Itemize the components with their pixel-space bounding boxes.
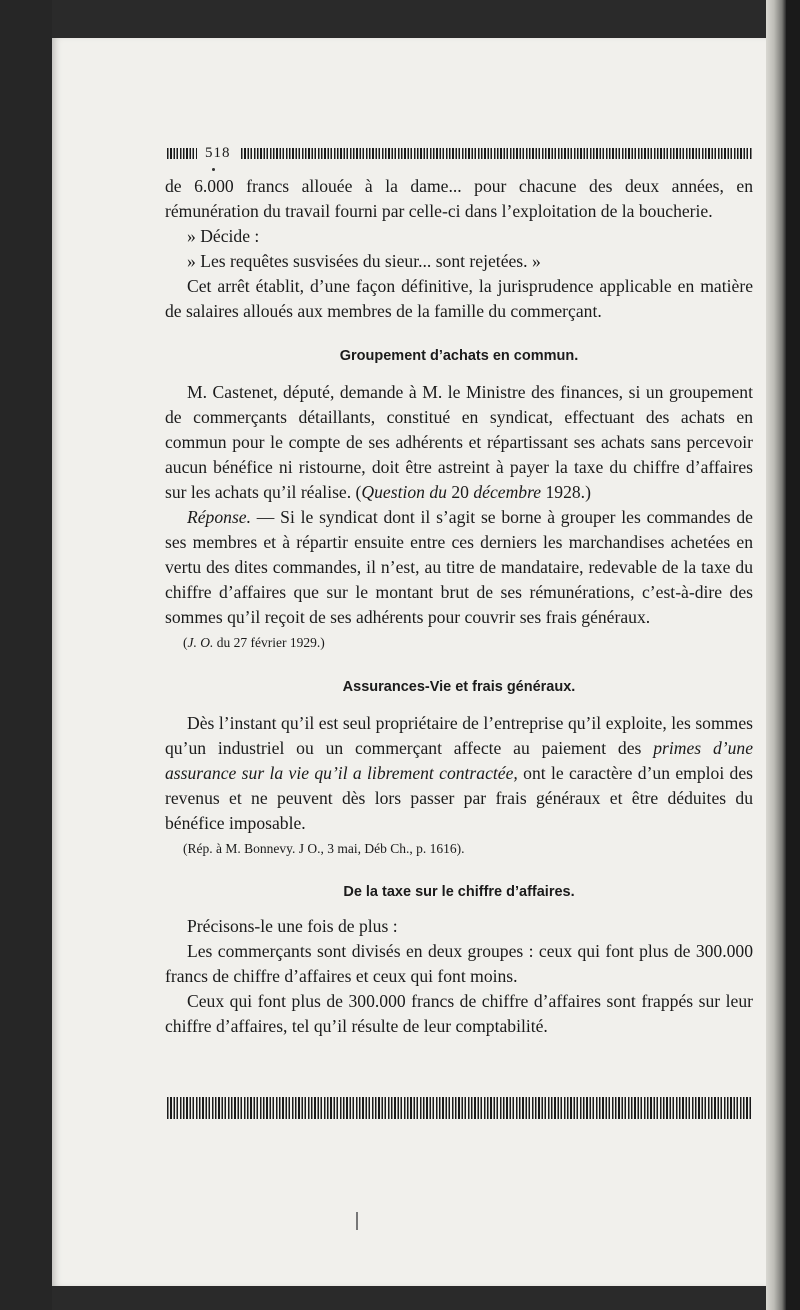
section-title-assurances: Assurances-Vie et frais généraux. bbox=[342, 679, 576, 695]
paragraph: Les commerçants sont divisés en deux groupes : ceux qui font plus de 300.000 francs de chiffre d’affaires et ceux qui font moins. bbox=[165, 941, 753, 986]
question-ref-month: décembre bbox=[473, 482, 542, 502]
page-number: 518 bbox=[205, 144, 231, 161]
running-header bbox=[167, 143, 752, 163]
response-label: Réponse. bbox=[187, 507, 252, 527]
citation-date: du 27 février 1929.) bbox=[216, 635, 325, 650]
paragraph: » Les requêtes susvisées du sieur... sont rejetées. » bbox=[187, 251, 541, 271]
response-paragraph bbox=[165, 505, 753, 630]
section-title-groupement: Groupement d’achats en commun. bbox=[339, 348, 579, 364]
page-body bbox=[165, 174, 753, 1039]
ink-mark bbox=[356, 1212, 358, 1230]
citation-bonnevy: (Rép. à M. Bonnevy. J O., 3 mai, Déb Ch., p. 1616). bbox=[183, 841, 465, 856]
paragraph: Précisons-le une fois de plus : bbox=[187, 916, 398, 936]
citation-jo: (J. O. du 27 février 1929.) bbox=[183, 635, 325, 650]
question-ref-day: 20 bbox=[451, 482, 469, 502]
question-text: M. Castenet, député, demande à M. le Ministre des finances, si un groupement de commerçants détaillants, constitué en syndicat, effectuant des achats en commun pour le compte de ses adhérents et répartissant ses achats sans percevoir aucun bénéfice ni ristourne, doit être astreint à payer la taxe du chiffre d’affaires sur les achats qu’il réalise. bbox=[165, 382, 753, 502]
paragraph: de 6.000 francs allouée à la dame... pour chacune des deux années, en rémunération du travail fourni par celle-ci dans l’exploitation de la boucherie. bbox=[165, 176, 753, 221]
section-title-taxe: De la taxe sur le chiffre d’affaires. bbox=[343, 884, 575, 900]
assurance-text-italic: primes d’une assurance sur la vie qu’il a librement contractée, bbox=[165, 738, 754, 783]
question-ref-year: 1928.) bbox=[545, 482, 591, 502]
header-ornament-right bbox=[241, 148, 753, 159]
assurance-text-a: Dès l’instant qu’il est seul propriétaire de l’entreprise qu’il exploite, les sommes qu’un industriel ou un commerçant affecte au paiement des bbox=[165, 713, 753, 758]
response-text: — Si le syndicat dont il s’agit se borne à grouper les commandes de ses membres et à répartir ensuite entre ces derniers les marchandises achetées en vertu des dites commandes, il n’est, au titre de mandataire, redevable de la taxe du chiffre d’affaires que sur le montant brut de ses rémunérations, c’est-à-dire des sommes qu’il reçoit de ses adhérents pour couvrir ses frais généraux. bbox=[165, 507, 753, 627]
question-paragraph: M. Castenet, député, demande à M. le Ministre des finances, si un groupement de commerçants détaillants, constitué en syndicat, effectuant des achats en commun pour le compte de ses adhérents et répartissant ses achats sans percevoir aucun bénéfice ni ristourne, doit être astreint à payer la taxe du chiffre d’affaires sur les achats qu’il réalise. (Question du 20 décembre 1928.) bbox=[165, 382, 753, 502]
scan-background-right bbox=[786, 0, 800, 1310]
header-ornament-left bbox=[167, 148, 197, 159]
assurance-text-b: ont le caractère d’un emploi des revenus et ne peuvent dès lors passer par frais généraux et être déduites du bénéfice imposable. bbox=[165, 763, 754, 833]
footer-ornament bbox=[167, 1097, 752, 1119]
ink-speck bbox=[212, 168, 215, 171]
paragraph: Cet arrêt établit, d’une façon définitive, la jurisprudence applicable en matière de salaires alloués aux membres de la famille du commerçant. bbox=[165, 276, 753, 321]
question-ref-label: Question du bbox=[361, 482, 447, 502]
scan-background-left bbox=[0, 0, 52, 1310]
page-edge-shadow bbox=[766, 0, 786, 1310]
assurance-paragraph bbox=[165, 711, 753, 836]
citation-source: J. O. bbox=[187, 635, 214, 650]
paragraph: Ceux qui font plus de 300.000 francs de chiffre d’affaires sont frappés sur leur chiffre d’affaires, tel qu’il résulte de leur comptabilité. bbox=[165, 991, 753, 1036]
paragraph: » Décide : bbox=[187, 226, 260, 246]
